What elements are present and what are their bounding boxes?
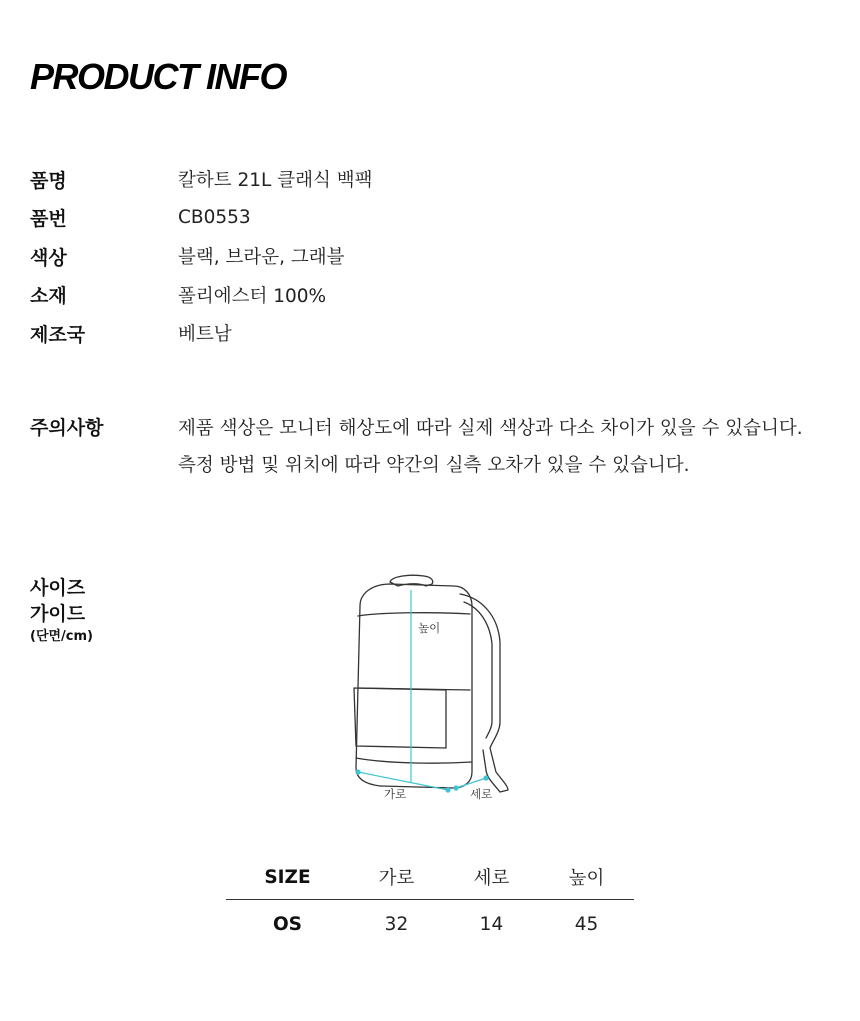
info-row-origin bbox=[30, 314, 372, 353]
height-col-header: 높이 bbox=[539, 855, 634, 900]
info-value: 블랙, 브라운, 그래블 bbox=[178, 247, 345, 269]
info-row-color bbox=[30, 237, 372, 276]
backpack-front-pocket bbox=[354, 688, 446, 748]
caution-text bbox=[178, 410, 803, 484]
product-info-list bbox=[30, 160, 372, 353]
width-cell: 32 bbox=[384, 913, 409, 935]
info-value: 칼하트 21L 클래식 백팩 bbox=[178, 170, 373, 192]
info-row-code bbox=[30, 199, 372, 238]
caution-line: 제품 색상은 모니터 해상도에 따라 실제 색상과 다소 차이가 있을 수 있습니다. bbox=[178, 418, 803, 439]
size-table bbox=[226, 855, 634, 948]
size-guide-title-line: 가이드 bbox=[30, 603, 86, 625]
info-label: 색상 bbox=[30, 246, 67, 269]
height-cell: 45 bbox=[574, 913, 599, 935]
caution-section bbox=[30, 410, 803, 484]
info-value: CB0553 bbox=[178, 207, 251, 229]
info-label: 품번 bbox=[30, 208, 67, 231]
height-label: 높이 bbox=[418, 621, 441, 635]
size-cell: OS bbox=[272, 913, 302, 935]
caution-line: 측정 방법 및 위치에 따라 약간의 실측 오차가 있을 수 있습니다. bbox=[178, 455, 690, 476]
width-col-header: 가로 bbox=[349, 855, 444, 900]
table-row bbox=[226, 900, 634, 949]
info-label: 소재 bbox=[30, 285, 67, 308]
info-label: 품명 bbox=[30, 169, 67, 192]
depth-col-header: 세로 bbox=[444, 855, 539, 900]
info-value: 베트남 bbox=[178, 324, 232, 346]
depth-label: 세로 bbox=[470, 787, 493, 801]
caution-label: 주의사항 bbox=[30, 417, 104, 439]
width-label: 가로 bbox=[384, 787, 407, 801]
info-value: 폴리에스터 100% bbox=[178, 285, 327, 307]
info-label: 제조국 bbox=[30, 323, 86, 346]
size-guide-title-line: 사이즈 bbox=[30, 577, 86, 599]
size-guide-unit-note: (단면/cm) bbox=[30, 629, 93, 644]
backpack-diagram bbox=[340, 572, 520, 807]
size-table-header bbox=[226, 855, 634, 900]
info-row-name bbox=[30, 160, 372, 199]
size-col-header: SIZE bbox=[226, 855, 349, 900]
size-guide-label bbox=[30, 575, 93, 647]
info-row-material bbox=[30, 276, 372, 315]
depth-cell: 14 bbox=[479, 913, 504, 935]
page-title: PRODUCT INFO bbox=[30, 56, 286, 97]
